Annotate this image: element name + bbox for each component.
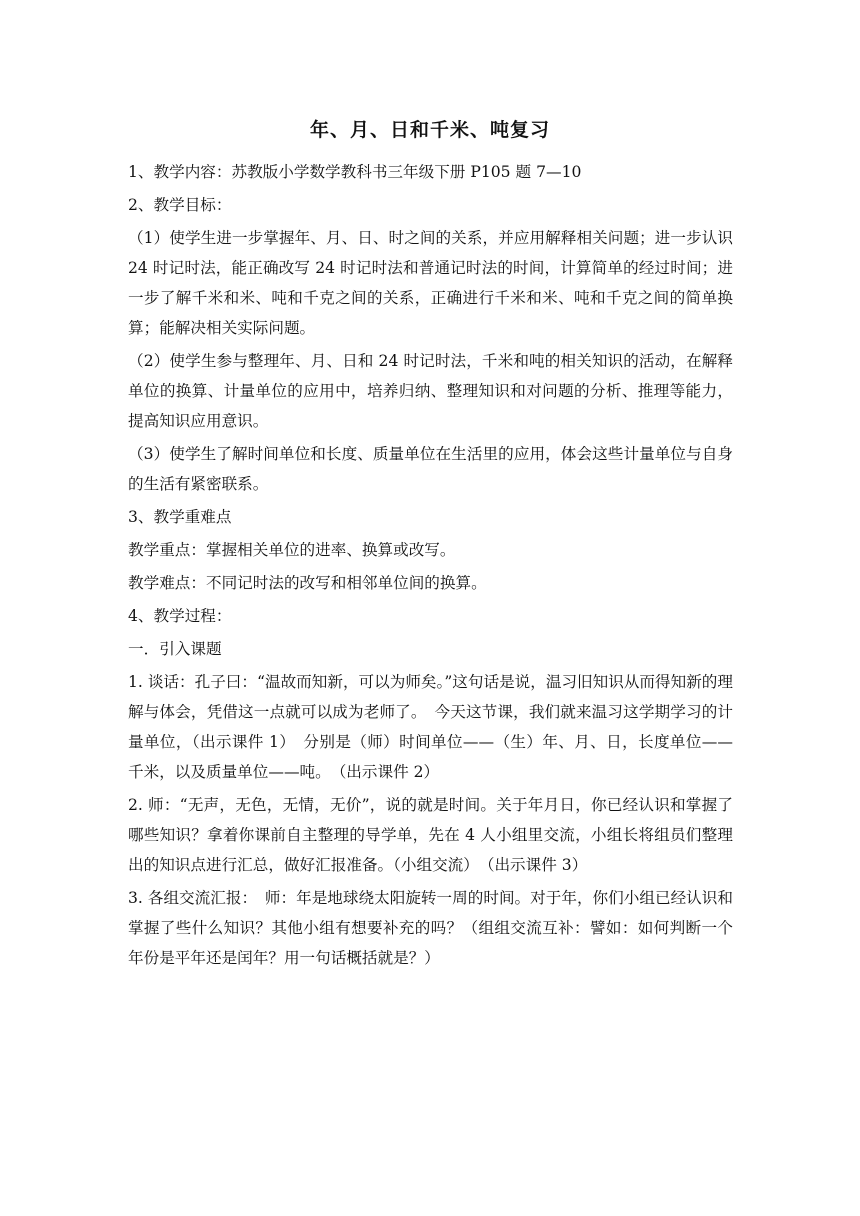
paragraph-step-3: 3. 各组交流汇报： 师：年是地球绕太阳旋转一周的时间。对于年，你们小组已经认识和掌握了些什么知识？其他小组有想要补充的吗？（组组交流互补：譬如：如何判断一个年份是平年还是闰年？用一句话概括就是？） bbox=[128, 889, 733, 967]
paragraph-step-2: 2. 师：“无声，无色，无情，无价”，说的就是时间。关于年月日，你已经认识和掌握了哪些知识？拿着你课前自主整理的导学单，先在 4 人小组里交流，小组长将组员们整理出的知识点进行汇总，做好汇报准备。（小组交流） （出示课件 3） bbox=[128, 796, 733, 874]
paragraph-step-1: 1. 谈话：孔子曰：“温故而知新，可以为师矣。”这句话是说，温习旧知识从而得知新的理解与体会，凭借这一点就可以成为老师了。 今天这节课，我们就来温习这学期学习的计量单位，（出示课件 1） 分别是（师）时间单位——（生）年、月、日，长度单位——千米，以及质量单位——吨。 （出示课件 2） bbox=[128, 673, 733, 781]
document-body bbox=[128, 157, 733, 973]
paragraph-key-difficulty-heading: 3、教学重难点 bbox=[128, 508, 232, 526]
paragraph-goal-3: （3）使学生了解时间单位和长度、质量单位在生活里的应用，体会这些计量单位与自身的生活有紧密联系。 bbox=[128, 445, 733, 493]
paragraph-key-point: 教学重点：掌握相关单位的进率、换算或改写。 bbox=[128, 541, 456, 559]
document-title: 年、月、日和千米、吨复习 bbox=[309, 119, 550, 141]
paragraph-teaching-goals-heading: 2、教学目标： bbox=[128, 196, 232, 214]
paragraph-goal-1: （1）使学生进一步掌握年、月、日、时之间的关系，并应用解释相关问题；进一步认识 24 时记时法，能正确改写 24 时记时法和普通记时法的时间，计算简单的经过时间；进一步了解千米和米、吨和千克之间的关系，正确进行千米和米、吨和千克之间的简单换算；能解决相关实际问题。 bbox=[128, 229, 733, 337]
paragraph-difficult-point: 教学难点：不同记时法的改写和相邻单位间的换算。 bbox=[128, 574, 487, 592]
paragraph-teaching-process-heading: 4、教学过程： bbox=[128, 607, 232, 625]
paragraph-introduction-heading: 一．引入课题 bbox=[128, 640, 222, 658]
paragraph-goal-2: （2）使学生参与整理年、月、日和 24 时记时法，千米和吨的相关知识的活动，在解释单位的换算、计量单位的应用中，培养归纳、整理知识和对问题的分析、推理等能力，提高知识应用意识。 bbox=[128, 352, 733, 430]
paragraph-teaching-content: 1、教学内容：苏教版小学数学教科书三年级下册 P105 题 7—10 bbox=[128, 163, 582, 181]
